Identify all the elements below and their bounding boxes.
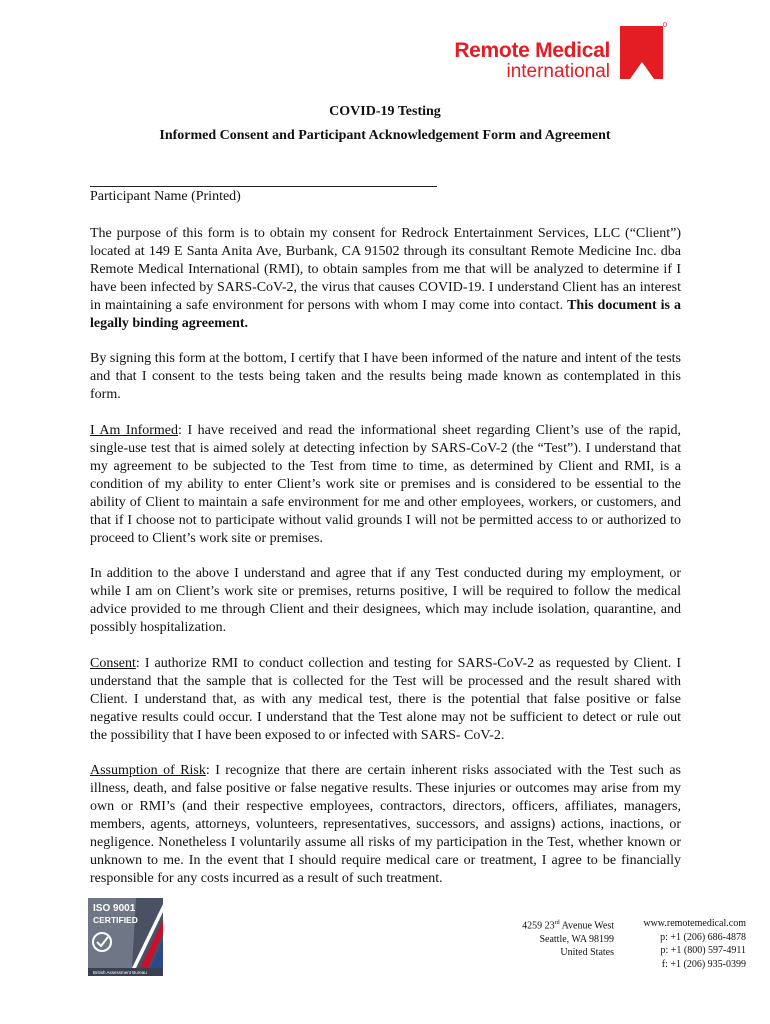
company-contact xyxy=(610,917,746,971)
binding-agreement-text: This document is a legally binding agreement. xyxy=(90,298,682,331)
iso-badge-line1: ISO 9001 xyxy=(93,903,136,914)
phone-2: p: +1 (800) 597-4911 xyxy=(660,945,746,956)
address-city: Seattle, WA 98199 xyxy=(539,933,614,945)
website-link[interactable]: www.remotemedical.com xyxy=(643,918,746,929)
risk-paragraph xyxy=(90,762,681,888)
rmi-logo-mark-icon xyxy=(620,22,667,79)
informed-heading: I Am Informed xyxy=(90,423,179,438)
phone-1: p: +1 (206) 686-4878 xyxy=(660,931,746,943)
iso-9001-badge-icon xyxy=(88,898,163,976)
participant-name-line[interactable] xyxy=(90,186,437,187)
informed-text: : I have received and read the informational sheet regarding Client’s use of the rapid, single-use test that is aimed solely at detecting infection by SARS-CoV-2 (the “Test”). I understand that my agreement to be subjected to the Test from time to time, as determined by Client and RMI, is a condition of my ability to enter Client’s work site or premises and is considered to be essential to the ability of Client to maintain a safe environment for me and other employees, workers, or customers, and that if I choose not to participate without valid grounds I will not be permitted access to or authorized to proceed to Client’s work site or premises. xyxy=(90,423,681,546)
consent-heading: Consent xyxy=(90,656,136,671)
address-street: 4259 23rd Avenue West xyxy=(522,920,614,932)
signing-text: By signing this form at the bottom, I certify that I have been informed of the nature and intent of the tests and that I consent to the tests being taken and the results being made known as contemplated in this form. xyxy=(90,351,681,402)
address-country: United States xyxy=(560,947,614,959)
consent-text: : I authorize RMI to conduct collection and testing for SARS-CoV-2 as requested by Client. I understand that the sample that is collected for the Test will be processed and the result shared with Client. I understand that, as with any medical test, there is the potential that false positive or false negative results could occur. I understand that the Test alone may not be sufficient to detect or rule out the possibility that I have been exposed to or infected with SARS- CoV-2. xyxy=(90,656,681,743)
risk-heading: Assumption of Risk xyxy=(90,763,206,778)
informed-paragraph xyxy=(90,422,681,548)
fax-number: f: +1 (206) 935-0399 xyxy=(661,958,746,970)
logo-line-1: Remote Medical xyxy=(454,39,610,62)
logo-line-2: international xyxy=(506,61,610,82)
iso-badge-line2: CERTIFIED xyxy=(93,915,138,925)
document-title: COVID-19 Testing xyxy=(329,104,441,119)
document-subtitle: Informed Consent and Participant Acknowledgement Form and Agreement xyxy=(159,128,611,143)
addition-text: In addition to the above I understand and agree that if any Test conducted during my employment, or while I am on Client’s work site or premises, returns positive, I will be required to follow the medical advice provided to me through Client and their designees, which may include isolation, quarantine, and possibly hospitalization. xyxy=(90,566,681,635)
company-address xyxy=(480,917,614,960)
purpose-text: The purpose of this form is to obtain my consent for Redrock Entertainment Services, LLC (“Client”) located at 149 E Santa Anita Ave, Burbank, CA 91502 through its consultant Remote Medicine Inc. dba Remote Medical International (RMI), to obtain samples from me that will be analyzed to determine if I have been infected by SARS-CoV-2, the virus that causes COVID-19. I understand Client has an interest in maintaining a safe environment for persons with whom I may come into contact. xyxy=(90,226,681,313)
signing-paragraph xyxy=(90,350,681,404)
iso-badge-line3: British Assessment Bureau xyxy=(93,970,147,975)
addition-paragraph xyxy=(90,565,681,637)
purpose-paragraph xyxy=(90,225,681,333)
company-logo-text xyxy=(454,40,610,81)
risk-text: : I recognize that there are certain inherent risks associated with the Test such as illness, death, and false positive or false negative results. These injuries or outcomes may arise from my own or RMI’s (and their respective employees, contractors, directors, officers, affiliates, managers, members, agents, attorneys, volunteers, representatives, successors, and assigns) actions, inactions, or negligence. Nonetheless I voluntarily assume all risks of my participation in the Test, whether known or unknown to me. In the event that I should require medical care or treatment, I agree to be financially responsible for any costs incurred as a result of such treatment. xyxy=(90,763,681,886)
participant-name-label: Participant Name (Printed) xyxy=(90,189,241,204)
consent-paragraph xyxy=(90,655,681,745)
